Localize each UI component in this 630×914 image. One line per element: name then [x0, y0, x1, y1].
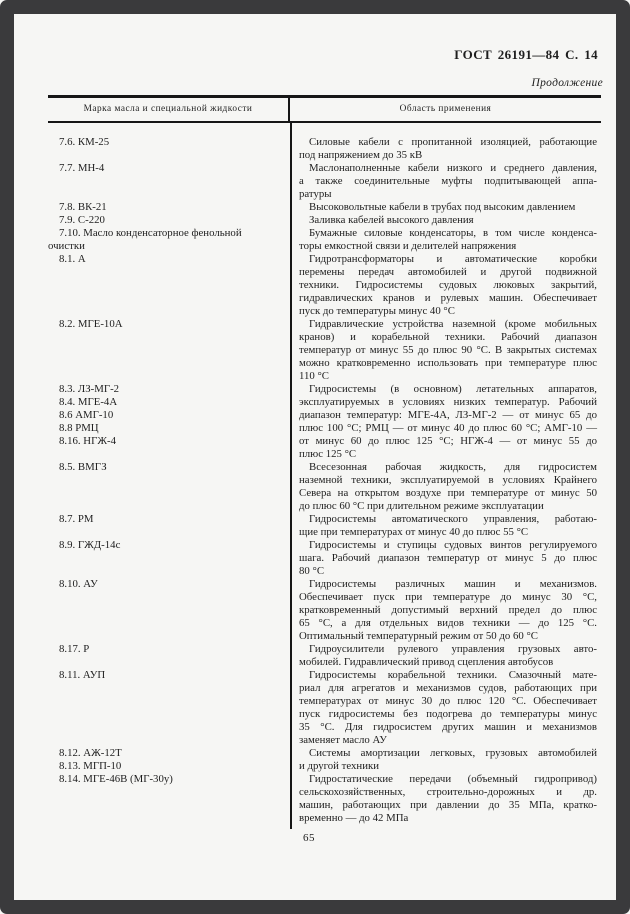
application-text-line: сельскохозяйственных, строительно-дорожных и др. [299, 786, 597, 798]
application-text-line: Системы амортизации легковых, грузовых автомобилей [309, 747, 597, 759]
table-row [48, 669, 601, 747]
application-text-line: пуск гидросистемы без подогрева до температуры минус [299, 708, 597, 720]
application-text-line: гидравлических кранов и рулевых машин. Обеспечивает [299, 292, 597, 304]
oil-mark-line: 8.4. МГЕ-4А [59, 396, 118, 408]
column-divider [290, 123, 292, 829]
application-text-line: 35 °С. Для гидросистем других машин и механизмов [299, 721, 597, 733]
application-text-line: 80 °С [299, 565, 325, 577]
application-cell [292, 162, 601, 201]
applications-table [48, 95, 601, 829]
oil-mark-cell [48, 747, 292, 773]
application-text-line: Гидроусилители рулевого управления грузовых авто- [309, 643, 597, 655]
application-cell [292, 643, 601, 669]
table-row [48, 773, 601, 825]
table-header-row [48, 98, 601, 121]
application-text-line: кратковременный допустимый верхний предел до плюс [299, 604, 597, 616]
application-text-line: Гидросистемы различных машин и механизмов. [309, 578, 597, 590]
application-text-line: 110 °С [299, 370, 330, 382]
oil-mark-line: 8.8 РМЦ [59, 422, 99, 434]
table-body [48, 123, 601, 829]
oil-mark-cell [48, 383, 292, 461]
application-cell [292, 383, 601, 461]
application-text-line: шага. Рабочий диапазон температур от минус 5 до плюс [299, 552, 597, 564]
continuation-label: Продолжение [531, 77, 603, 89]
oil-mark-cell [48, 214, 292, 227]
application-cell [292, 773, 601, 825]
application-cell [292, 461, 601, 513]
oil-mark-line: 8.13. МГП-10 [59, 760, 122, 772]
application-text-line: ратуры [299, 188, 332, 200]
application-text-line: а также соединительные муфты подпитывающей аппа- [299, 175, 597, 187]
oil-mark-line: 8.17. Р [59, 643, 90, 655]
oil-mark-line: 8.12. АЖ-12Т [59, 747, 122, 759]
oil-mark-line: 7.9. С-220 [59, 214, 105, 226]
oil-mark-cell [48, 227, 292, 253]
oil-mark-line: 8.14. МГЕ-46В (МГ-30у) [59, 773, 173, 785]
column-header-oil-mark: Марка масла и специальной жидкости [48, 98, 290, 121]
application-cell [292, 747, 601, 773]
application-text-line: техники. Гидросистемы судовых люковых закрытий, [299, 279, 597, 291]
oil-mark-line: 8.2. МГЕ-10А [59, 318, 123, 330]
application-text-line: плюс 125 °С [299, 448, 357, 460]
table-row [48, 136, 601, 162]
application-text-line: Гидросистемы и ступицы судовых винтов регулируемого [309, 539, 597, 551]
application-text-line: под напряжением до 35 кВ [299, 149, 423, 161]
application-cell [292, 578, 601, 643]
oil-mark-line: 8.11. АУП [59, 669, 106, 681]
application-text-line: можно кратковременно использовать при температуре плюс [299, 357, 597, 369]
application-text-line: пуск до температуры минус 40 °С [299, 305, 455, 317]
page-number: 65 [303, 832, 315, 844]
oil-mark-line: 7.10. Масло конденсаторное фенольной [59, 227, 242, 239]
application-text-line: Гидравлические устройства наземной (кроме мобильных [309, 318, 597, 330]
application-cell [292, 318, 601, 383]
oil-mark-cell [48, 578, 292, 643]
application-cell [292, 539, 601, 578]
application-text-line: Гидросистемы (в основном) летательных аппаратов, [309, 383, 597, 395]
application-text-line: Севера на открытом воздухе при температуре от минус 50 [299, 487, 597, 499]
oil-mark-line: 8.6 АМГ-10 [59, 409, 114, 421]
application-text-line: диапазон температур: МГЕ-4А, ЛЗ-МГ-2 — от минус 65 до [299, 409, 597, 421]
table-row [48, 383, 601, 461]
application-text-line: Бумажные силовые конденсаторы, в том числе конденса- [309, 227, 597, 239]
oil-mark-line: 8.10. АУ [59, 578, 98, 590]
application-text-line: заменяет масло АУ [299, 734, 387, 746]
table-row [48, 578, 601, 643]
oil-mark-line: 7.6. КМ-25 [59, 136, 110, 148]
column-header-application: Область применения [399, 104, 492, 114]
oil-mark-cell [48, 253, 292, 318]
table-row [48, 539, 601, 578]
application-cell [292, 669, 601, 747]
application-text-line: Оптимальный температурный режим от 50 до 60 °С [299, 630, 538, 642]
application-text-line: Гидротрансформаторы и автоматические коробки [309, 253, 597, 265]
table-row [48, 513, 601, 539]
table-row [48, 461, 601, 513]
application-text-line: машин, работающих при давлении до 35 МПа, кратко- [299, 799, 597, 811]
doc-reference: ГОСТ 26191—84 С. 14 [454, 47, 598, 62]
oil-mark-cell [48, 669, 292, 747]
application-text-line: и другой техники [299, 760, 380, 772]
oil-mark-line: очистки [48, 240, 85, 252]
application-text-line: кранов) и корабельной техники. Рабочий диапазон [299, 331, 597, 343]
table-row [48, 227, 601, 253]
oil-mark-cell [48, 318, 292, 383]
oil-mark-cell [48, 461, 292, 513]
application-text-line: до плюс 60 °С при длительном режиме эксплуатации [299, 500, 544, 512]
oil-mark-cell [48, 201, 292, 214]
application-text-line: риал для агрегатов и механизмов судов, работающих при [299, 682, 597, 694]
table-row [48, 162, 601, 201]
oil-mark-line: 8.1. А [59, 253, 86, 265]
oil-mark-line: 8.3. ЛЗ-МГ-2 [59, 383, 120, 395]
application-text-line: Гидросистемы корабельной техники. Смазочный мате- [309, 669, 597, 681]
application-text-line: Маслонаполненные кабели низкого и среднего давления, [309, 162, 597, 174]
application-text-line: Силовые кабели с пропитанной изоляцией, работающие [309, 136, 597, 148]
application-text-line: временно — до 42 МПа [299, 812, 409, 824]
application-cell [292, 227, 601, 253]
oil-mark-line: 7.8. ВК-21 [59, 201, 107, 213]
application-text-line: эксплуатируемых в условиях низких температур. Рабочий [299, 396, 597, 408]
application-text-line: Гидросистемы автоматического управления, работаю- [309, 513, 597, 525]
application-cell [292, 513, 601, 539]
oil-mark-cell [48, 136, 292, 162]
oil-mark-cell [48, 643, 292, 669]
application-text-line: торы емкостной связи и делителей напряжения [299, 240, 517, 252]
application-cell [292, 253, 601, 318]
oil-mark-cell [48, 539, 292, 578]
application-cell [292, 136, 601, 162]
oil-mark-cell [48, 773, 292, 825]
application-text-line: температурах от минус 30 до плюс 120 °С. Обеспечивает [299, 695, 597, 707]
application-cell [292, 201, 601, 214]
application-text-line: плюс 100 °С; РМЦ — от минус 40 до плюс 60 °С; АМГ-10 — [299, 422, 597, 434]
oil-mark-line: 7.7. МН-4 [59, 162, 105, 174]
table-row [48, 253, 601, 318]
application-text-line: Высоковольтные кабели в трубах под высоким давлением [309, 201, 576, 213]
oil-mark-line: 8.5. ВМГЗ [59, 461, 107, 473]
application-text-line: перемены передач автомобилей и другой подвижной [299, 266, 597, 278]
application-text-line: Всесезонная рабочая жидкость, для гидросистем [309, 461, 597, 473]
application-text-line: Обеспечивает пуск при температуре до минус 30 °С, [299, 591, 597, 603]
table-row [48, 643, 601, 669]
application-text-line: от минус 60 до плюс 125 °С; НГЖ-4 — от минус 55 до [299, 435, 597, 447]
table-row [48, 201, 601, 214]
oil-mark-line: 8.7. РМ [59, 513, 94, 525]
table-row [48, 214, 601, 227]
oil-mark-line: 8.9. ГЖД-14с [59, 539, 121, 551]
application-cell [292, 214, 601, 227]
oil-mark-cell [48, 162, 292, 201]
oil-mark-line: 8.16. НГЖ-4 [59, 435, 116, 447]
application-text-line: Заливка кабелей высокого давления [309, 214, 474, 226]
document-page [14, 14, 616, 900]
table-row [48, 318, 601, 383]
application-text-line: наземной техники, эксплуатируемой в условиях Крайнего [299, 474, 597, 486]
application-text-line: температур от минус 55 до плюс 90 °С. В закрытых системах [299, 344, 597, 356]
application-text-line: мобилей. Гидравлический привод сцепления автобусов [299, 656, 554, 668]
application-text-line: Гидростатические передачи (объемный гидропривод) [309, 773, 597, 785]
application-text-line: щие при температурах от минус 40 до плюс 55 °С [299, 526, 529, 538]
table-row [48, 747, 601, 773]
application-text-line: 65 °С, а для отдельных видов техники — до 125 °С. [299, 617, 597, 629]
oil-mark-cell [48, 513, 292, 539]
